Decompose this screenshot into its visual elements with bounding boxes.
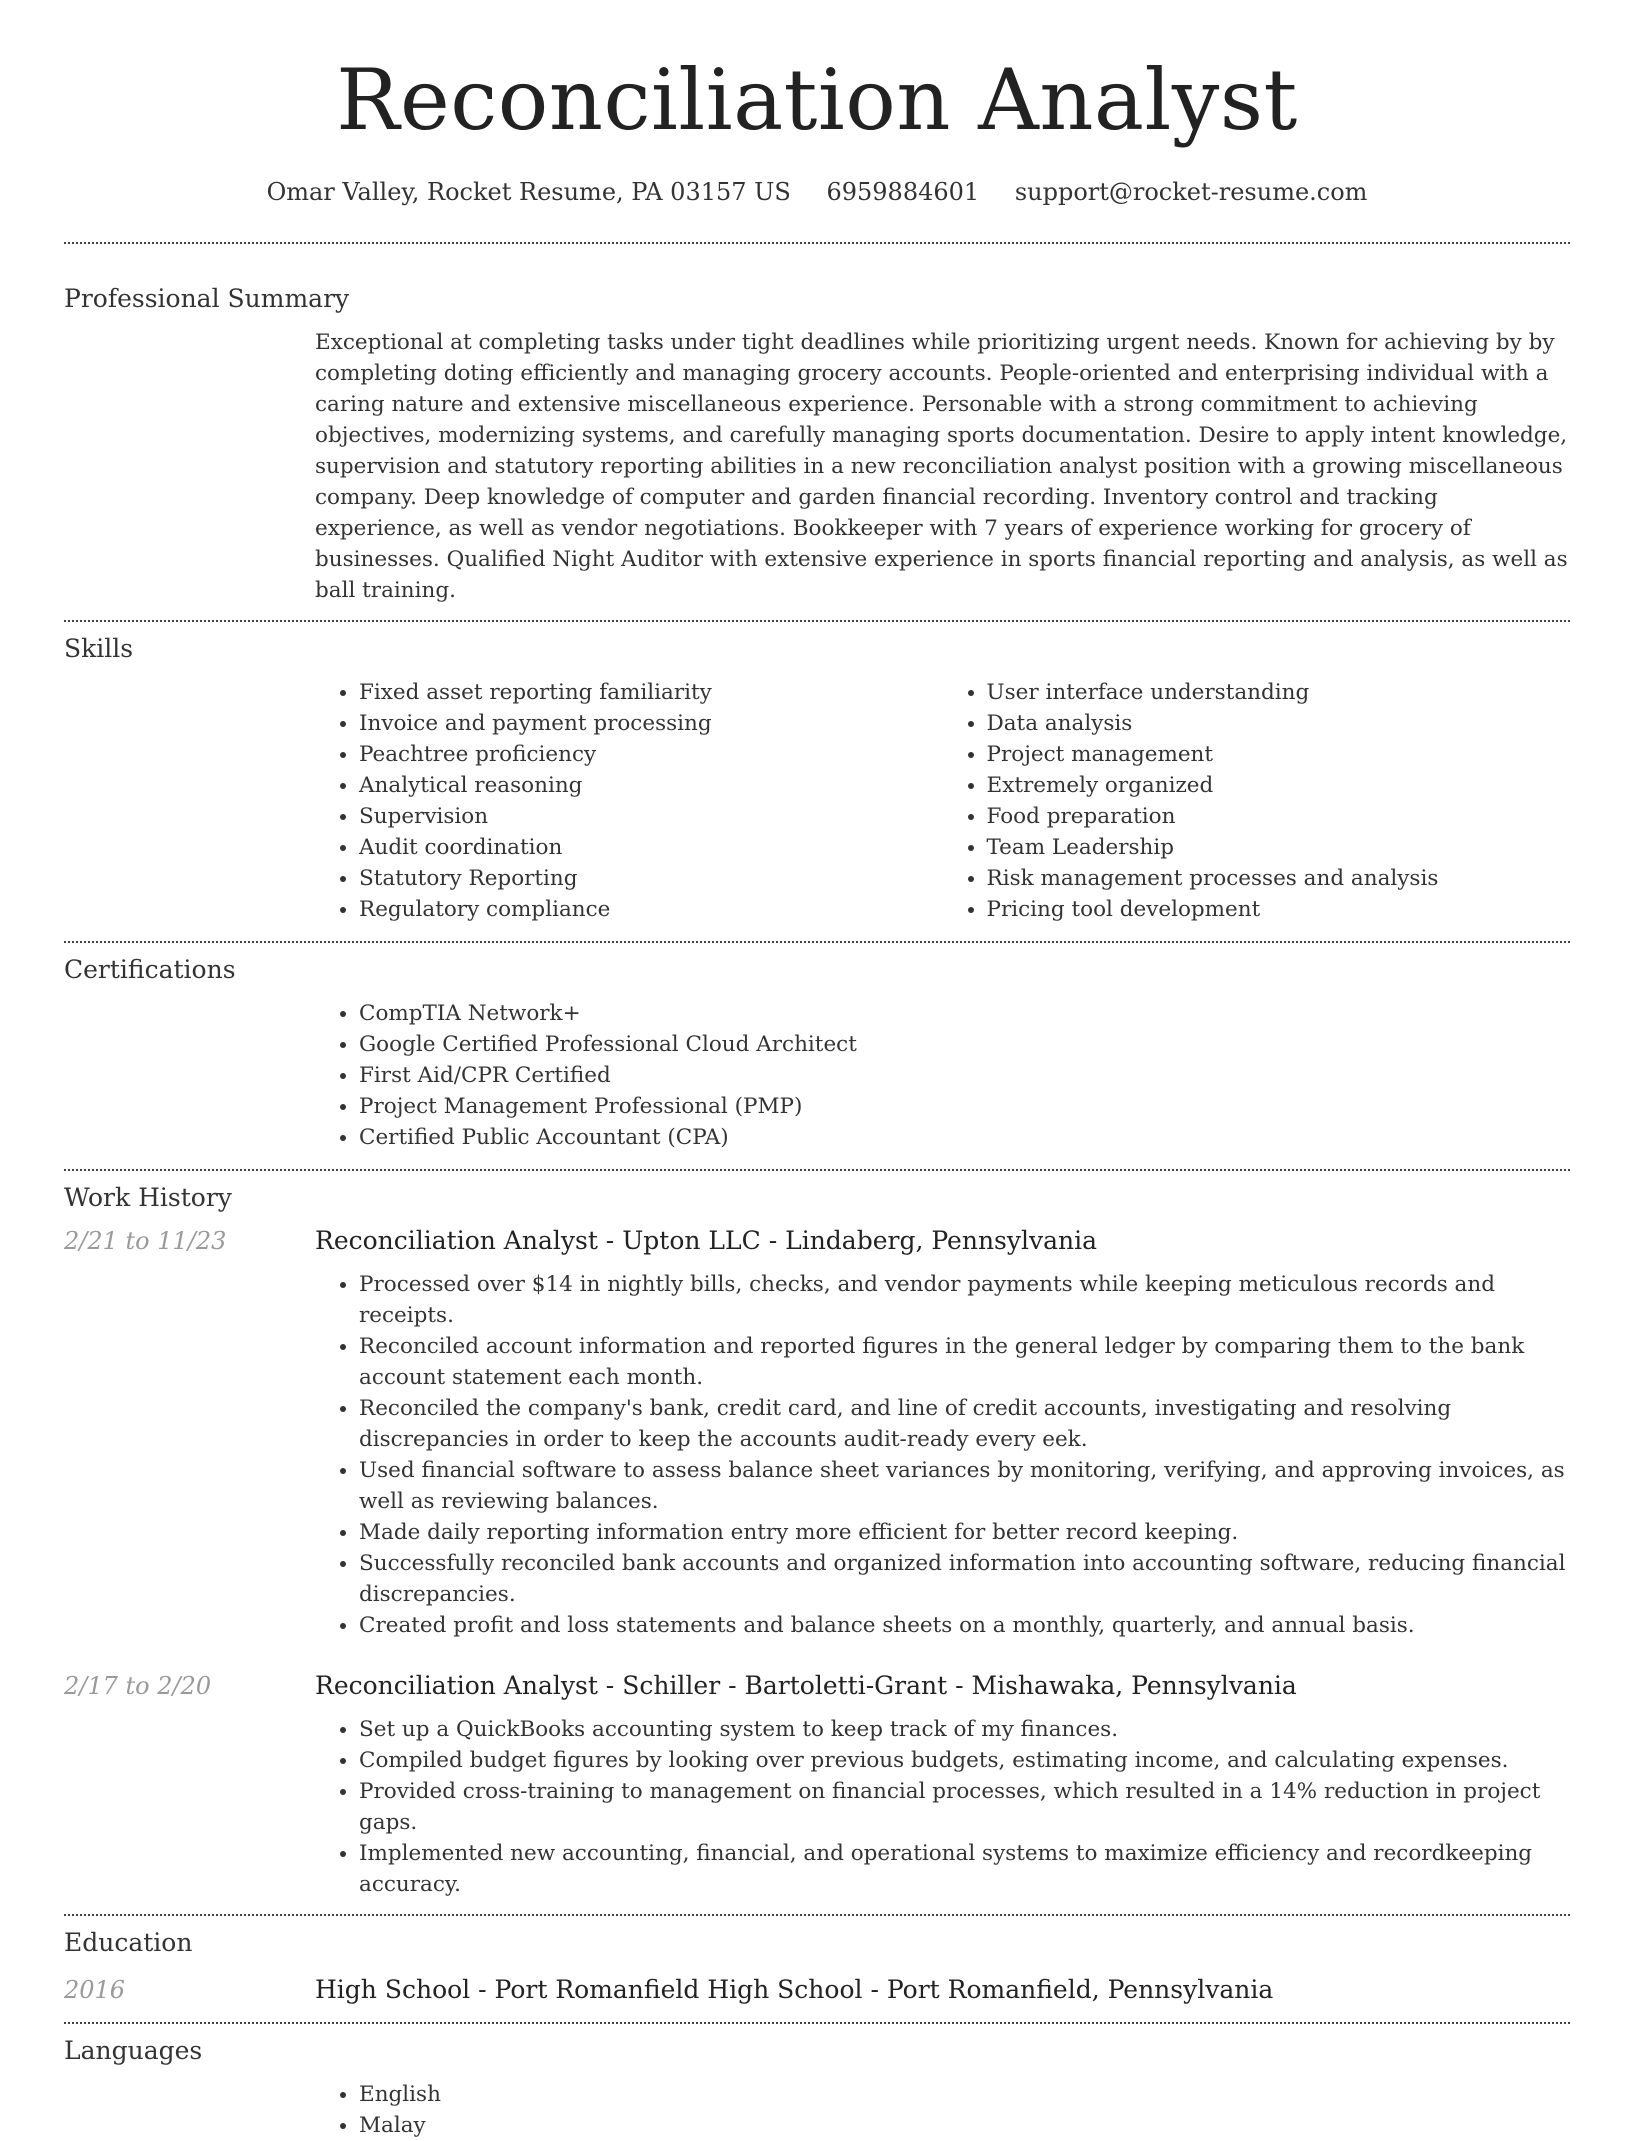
education-entry <box>64 1975 1570 2004</box>
list-item: • Successfully reconciled bank accounts and organized information into accounting software, reducing financial discrepancies. <box>359 1548 1570 1610</box>
certifications-section <box>64 943 1570 1169</box>
list-item: • Regulatory compliance <box>359 894 943 925</box>
list-item: • Reconciled the company's bank, credit card, and line of credit accounts, investigating and resolving discrepancies in order to keep the accounts audit-ready every eek. <box>359 1393 1570 1455</box>
job-bullets <box>315 1269 1570 1641</box>
skills-columns <box>315 677 1570 941</box>
job-entry <box>64 1671 1570 1914</box>
job-bullet-list <box>315 1269 1570 1641</box>
work-heading: Work History <box>64 1183 232 1212</box>
skills-list-left <box>315 677 943 925</box>
summary-section <box>64 244 1570 620</box>
list-item: • First Aid/CPR Certified <box>359 1060 1570 1091</box>
education-heading: Education <box>64 1928 193 1957</box>
work-section <box>64 1171 1570 1914</box>
summary-text: Exceptional at completing tasks under tight deadlines while prioritizing urgent needs. Known for achieving by by completing doting efficiently and managing grocery accounts. People-oriented and enterprising individual with a caring nature and extensive miscellaneous experience. Personable with a strong commitment to achieving objectives, modernizing systems, and carefully managing sports documentation. Desire to apply intent knowledge, supervision and statutory reporting abilities in a new reconciliation analyst position with a growing miscellaneous company. Deep knowledge of computer and garden financial recording. Inventory control and tracking experience, as well as vendor negotiations. Bookkeeper with 7 years of experience working for grocery of businesses. Qualified Night Auditor with extensive experience in sports financial reporting and analysis, as well as ball training. <box>315 330 1568 603</box>
contact-address: Omar Valley, Rocket Resume, PA 03157 US <box>266 178 791 206</box>
education-heading-line: High School - Port Romanfield High School - Port Romanfield, Pennsylvania <box>315 1975 1274 2004</box>
list-item: • Analytical reasoning <box>359 770 943 801</box>
list-item: • Implemented new accounting, financial, and operational systems to maximize efficiency and recordkeeping accuracy. <box>359 1838 1570 1900</box>
list-item: • English <box>359 2079 1570 2110</box>
resume-title: Reconciliation Analyst <box>336 51 1298 149</box>
skills-heading: Skills <box>64 634 134 663</box>
list-item: • Risk management processes and analysis <box>987 863 1571 894</box>
certifications-list <box>315 998 1570 1153</box>
languages-section <box>64 2024 1570 2141</box>
list-item: • Certified Public Accountant (CPA) <box>359 1122 1570 1153</box>
education-year: 2016 <box>64 1976 126 2004</box>
contact-line <box>64 178 1570 206</box>
languages-heading: Languages <box>64 2036 203 2065</box>
languages-list <box>315 2079 1570 2141</box>
list-item: • Project management <box>987 739 1571 770</box>
list-item: • Project Management Professional (PMP) <box>359 1091 1570 1122</box>
job-header <box>64 1671 1570 1700</box>
list-item: • Pricing tool development <box>987 894 1571 925</box>
list-item: • Created profit and loss statements and balance sheets on a monthly, quarterly, and annual basis. <box>359 1610 1570 1641</box>
job-entry <box>64 1226 1570 1641</box>
list-item: • Reconciled account information and reported figures in the general ledger by comparing them to the bank account statement each month. <box>359 1331 1570 1393</box>
list-item: • Peachtree proficiency <box>359 739 943 770</box>
list-item: • Food preparation <box>987 801 1571 832</box>
contact-email: support@rocket-resume.com <box>1014 178 1368 206</box>
list-item: • Team Leadership <box>987 832 1571 863</box>
job-header <box>64 1226 1570 1255</box>
list-item: • Audit coordination <box>359 832 943 863</box>
resume-page <box>64 0 1570 2141</box>
job-heading: Reconciliation Analyst - Schiller - Bartoletti-Grant - Mishawaka, Pennsylvania <box>315 1671 1297 1700</box>
job-dates: 2/17 to 2/20 <box>64 1672 212 1700</box>
list-item: • CompTIA Network+ <box>359 998 1570 1029</box>
skills-section <box>64 622 1570 941</box>
list-item: • Compiled budget figures by looking over previous budgets, estimating income, and calculating expenses. <box>359 1745 1570 1776</box>
list-item: • Processed over $14 in nightly bills, checks, and vendor payments while keeping meticulous records and receipts. <box>359 1269 1570 1331</box>
list-item: • Set up a QuickBooks accounting system to keep track of my finances. <box>359 1714 1570 1745</box>
list-item: • Used financial software to assess balance sheet variances by monitoring, verifying, and approving invoices, as well as reviewing balances. <box>359 1455 1570 1517</box>
job-heading: Reconciliation Analyst - Upton LLC - Lindaberg, Pennsylvania <box>315 1226 1098 1255</box>
list-item: • Fixed asset reporting familiarity <box>359 677 943 708</box>
list-item: • Provided cross-training to management on financial processes, which resulted in a 14% reduction in project gaps. <box>359 1776 1570 1838</box>
certifications-content <box>315 998 1570 1169</box>
contact-phone: 6959884601 <box>826 178 980 206</box>
list-item: • Statutory Reporting <box>359 863 943 894</box>
list-item: • Malay <box>359 2110 1570 2141</box>
job-dates: 2/21 to 11/23 <box>64 1227 227 1255</box>
education-section <box>64 1916 1570 2022</box>
job-bullets <box>315 1714 1570 1914</box>
summary-heading: Professional Summary <box>64 284 350 313</box>
certifications-heading: Certifications <box>64 955 236 984</box>
list-item: • Made daily reporting information entry more efficient for better record keeping. <box>359 1517 1570 1548</box>
list-item: • Supervision <box>359 801 943 832</box>
list-item: • Extremely organized <box>987 770 1571 801</box>
job-bullet-list <box>315 1714 1570 1900</box>
list-item: • Google Certified Professional Cloud Architect <box>359 1029 1570 1060</box>
list-item: • User interface understanding <box>987 677 1571 708</box>
list-item: • Data analysis <box>987 708 1571 739</box>
list-item: • Invoice and payment processing <box>359 708 943 739</box>
languages-content <box>315 2079 1570 2141</box>
skills-list-right <box>943 677 1571 925</box>
